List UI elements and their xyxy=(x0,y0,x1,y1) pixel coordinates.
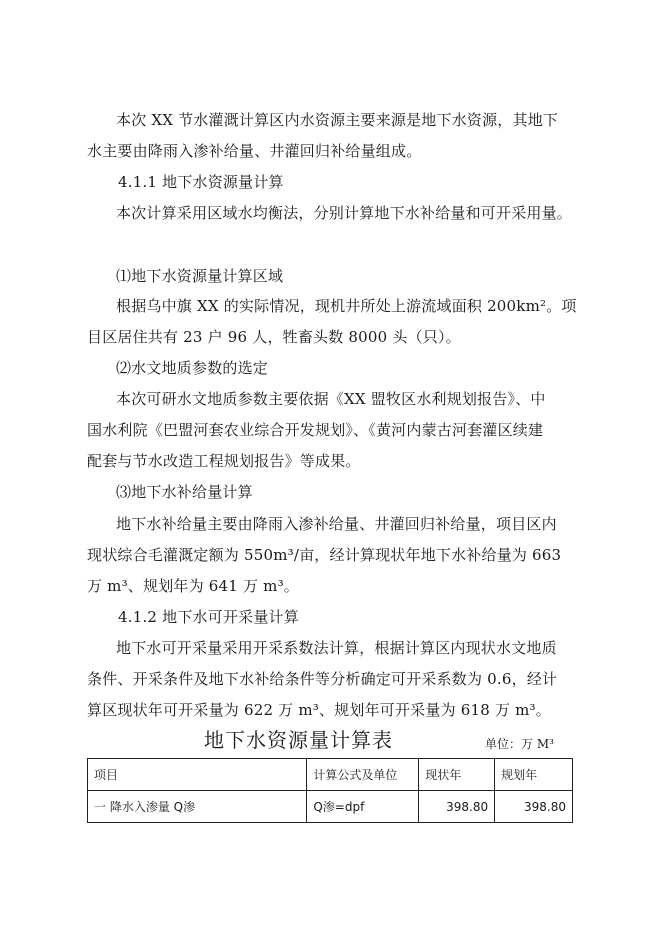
table-title: 地下水资源量计算表 xyxy=(204,728,393,752)
text-line: 地下水补给量主要由降雨入渗补给量、井灌回归补给量，项目区内 xyxy=(116,515,557,533)
cell-item: 一 降水入渗量 Q渗 xyxy=(88,791,307,823)
text-line: 本次可研水文地质参数主要依据《XX 盟牧区水利规划报告》、中 xyxy=(116,390,546,408)
header-formula: 计算公式及单位 xyxy=(307,759,419,791)
text-line: 条件、开采条件及地下水补给条件等分析确定可开采系数为 0.6，经计 xyxy=(87,670,558,688)
text-line: 地下水可开采量采用开采系数法计算，根据计算区内现状水文地质 xyxy=(116,639,557,657)
section-heading-4-1-1: 4.1.1 地下水资源量计算 xyxy=(118,173,284,191)
header-item: 项目 xyxy=(88,759,307,791)
header-planned-year: 规划年 xyxy=(495,759,573,791)
text-line: 配套与节水改造工程规划报告》等成果。 xyxy=(87,452,361,470)
water-resource-table xyxy=(87,758,573,823)
text-line: 算区现状年可开采量为 622 万 m³、规划年可开采量为 618 万 m³。 xyxy=(87,701,551,719)
section-heading-4-1-2: 4.1.2 地下水可开采量计算 xyxy=(118,608,299,626)
subsection-heading-3: ⑶地下水补给量计算 xyxy=(116,483,253,501)
table-header-row xyxy=(88,759,573,791)
header-current-year: 现状年 xyxy=(419,759,495,791)
text-line: 国水利院《巴盟河套农业综合开发规划》、《黄河内蒙古河套灌区续建 xyxy=(87,421,544,439)
cell-planned: 398.80 xyxy=(495,791,573,823)
text-line: 本次 XX 节水灌溉计算区内水资源主要来源是地下水资源，其地下 xyxy=(116,111,559,129)
subsection-heading-2: ⑵水文地质参数的选定 xyxy=(116,359,269,377)
text-line: 根据乌中旗 XX 的实际情况，现机井所处上游流域面积 200km²。项 xyxy=(116,297,577,315)
cell-formula: Q渗=dpf xyxy=(307,791,419,823)
text-line: 本次计算采用区域水均衡法，分别计算地下水补给量和可开采用量。 xyxy=(116,204,573,222)
subsection-heading-1: ⑴地下水资源量计算区域 xyxy=(116,267,284,285)
text-line: 目区居住共有 23 户 96 人，牲畜头数 8000 头（只）。 xyxy=(87,328,461,346)
cell-current: 398.80 xyxy=(419,791,495,823)
table-row xyxy=(88,791,573,823)
text-line: 万 m³、规划年为 641 万 m³。 xyxy=(87,577,299,595)
text-line: 水主要由降雨入渗补给量、井灌回归补给量组成。 xyxy=(87,142,422,160)
table-unit: 单位：万 M³ xyxy=(485,737,554,751)
text-line: 现状综合毛灌溉定额为 550m³/亩，经计算现状年地下水补给量为 663 xyxy=(87,546,562,564)
